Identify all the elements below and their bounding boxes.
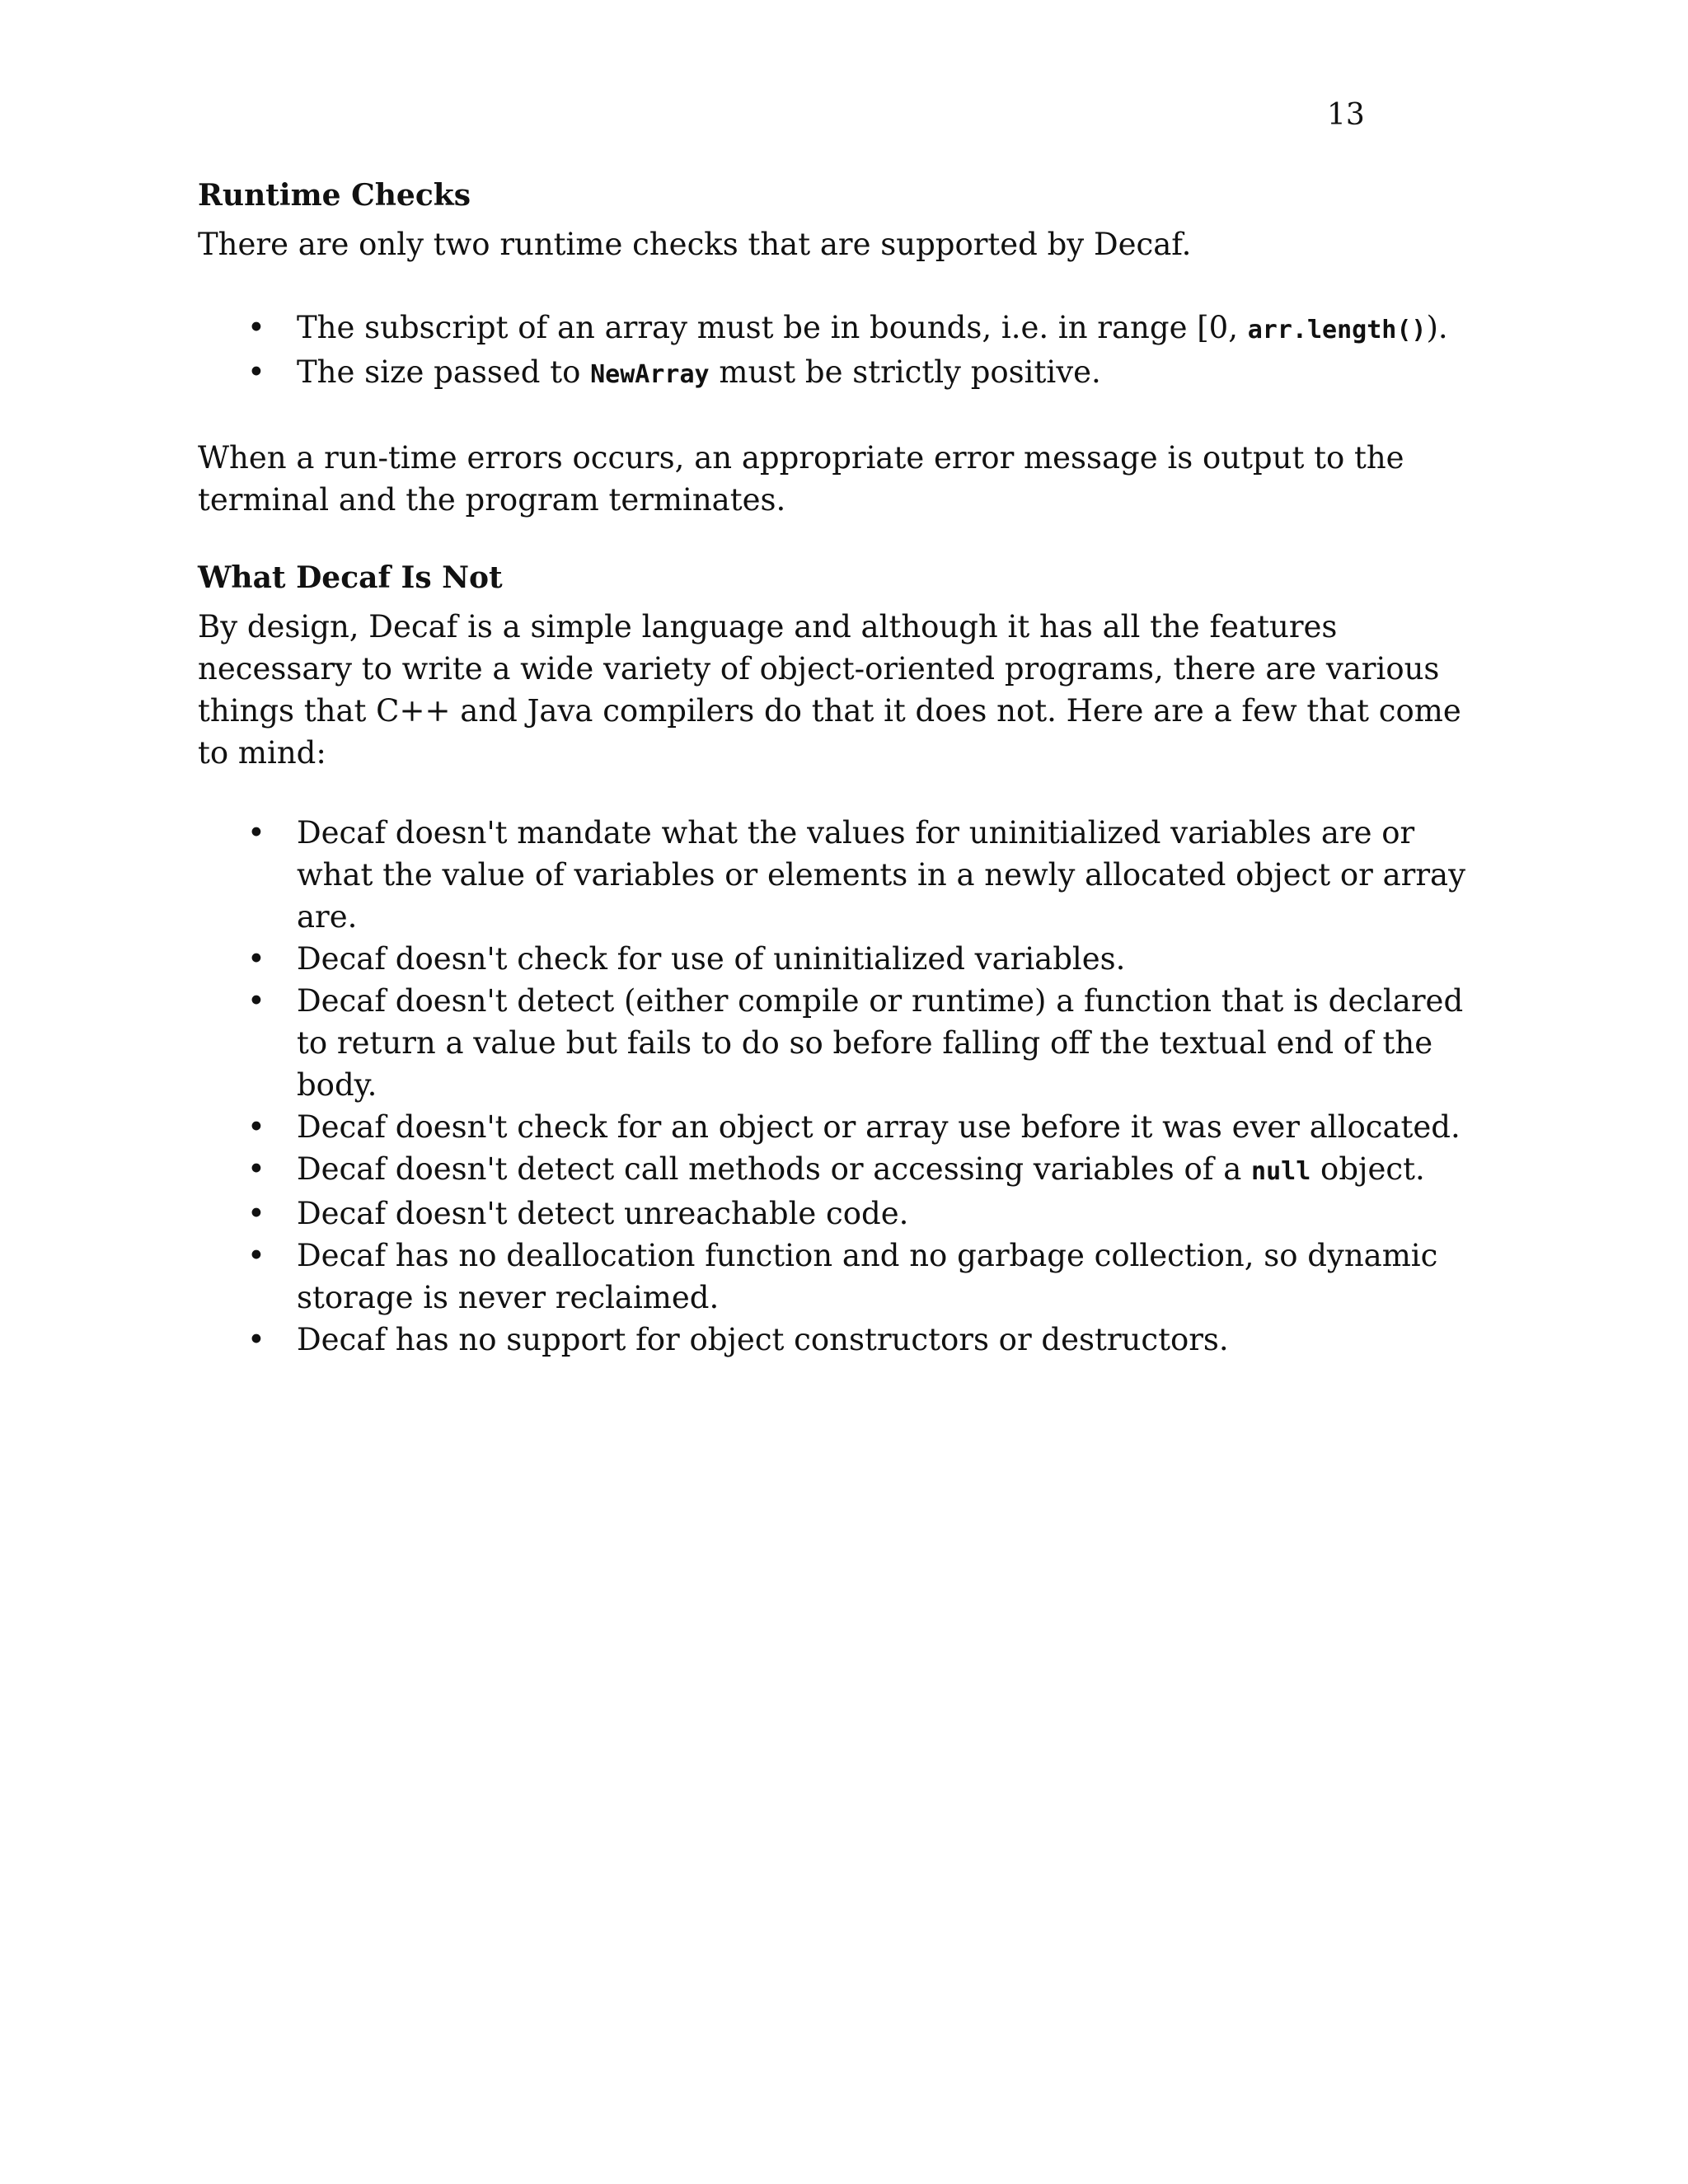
code-snippet: NewArray [590, 359, 710, 389]
runtime-checks-intro: There are only two runtime checks that are supported by Decaf. [198, 226, 1192, 262]
item-text-before: Decaf doesn't detect call methods or accessing variables of a [297, 1151, 1252, 1187]
bullet-icon: • [247, 1237, 265, 1273]
item-text: Decaf doesn't detect (either compile or runtime) a function that is declared to return a value but fails to do so before falling off the textual end of the body. [297, 982, 1464, 1103]
item-text-before: The subscript of an array must be in bounds, i.e. in range [0, [297, 309, 1248, 345]
list-item [198, 980, 1500, 1106]
item-text-after: must be strictly positive. [709, 354, 1101, 390]
bullet-icon: • [247, 309, 265, 345]
spacer [198, 521, 1500, 559]
list-item [198, 307, 1500, 351]
list-item [198, 1148, 1500, 1193]
list-item [198, 351, 1500, 396]
bullet-icon: • [247, 982, 265, 1019]
item-text: Decaf doesn't check for use of uninitialized variables. [297, 940, 1126, 977]
list-item [198, 812, 1500, 938]
item-text: Decaf doesn't mandate what the values for uninitialized variables are or what the value of variables or elements in a newly allocated object or array are. [297, 814, 1465, 935]
runtime-checks-heading: Runtime Checks [198, 178, 471, 213]
list-item [198, 1319, 1500, 1361]
bullet-icon: • [247, 1321, 265, 1357]
item-text-before: The size passed to [297, 354, 591, 390]
list-item [198, 938, 1500, 980]
code-snippet: null [1251, 1156, 1311, 1186]
runtime-checks-closing: When a run-time errors occurs, an appropriate error message is output to the terminal and the program terminates. [198, 439, 1404, 518]
item-text: Decaf has no deallocation function and no garbage collection, so dynamic storage is never reclaimed. [297, 1237, 1438, 1315]
item-text: Decaf has no support for object constructors or destructors. [297, 1321, 1229, 1357]
item-text-after: ). [1426, 309, 1448, 345]
page-number: 13 [1327, 98, 1365, 132]
runtime-checks-list [198, 307, 1500, 396]
spacer [198, 265, 1500, 307]
limitations-list [198, 812, 1500, 1361]
item-text-after: object. [1311, 1151, 1425, 1187]
bullet-icon: • [247, 1151, 265, 1187]
list-item [198, 1235, 1500, 1319]
what-decaf-is-not-intro: By design, Decaf is a simple language and although it has all the features necessary to write a wide variety of object-oriented programs, there are various things that C++ and Java compilers do that it does not. Here are a few that come to mind: [198, 608, 1461, 771]
list-item [198, 1106, 1500, 1148]
spacer [198, 774, 1500, 812]
item-text: Decaf doesn't check for an object or array use before it was ever allocated. [297, 1108, 1461, 1145]
code-snippet: arr.length() [1247, 315, 1427, 344]
bullet-icon: • [247, 1195, 265, 1231]
page-content [198, 176, 1500, 1361]
bullet-icon: • [247, 354, 265, 390]
bullet-icon: • [247, 940, 265, 977]
bullet-icon: • [247, 1108, 265, 1145]
what-decaf-is-not-heading: What Decaf Is Not [198, 560, 503, 595]
spacer [198, 396, 1500, 437]
item-text: Decaf doesn't detect unreachable code. [297, 1195, 909, 1231]
bullet-icon: • [247, 814, 265, 851]
list-item [198, 1193, 1500, 1235]
